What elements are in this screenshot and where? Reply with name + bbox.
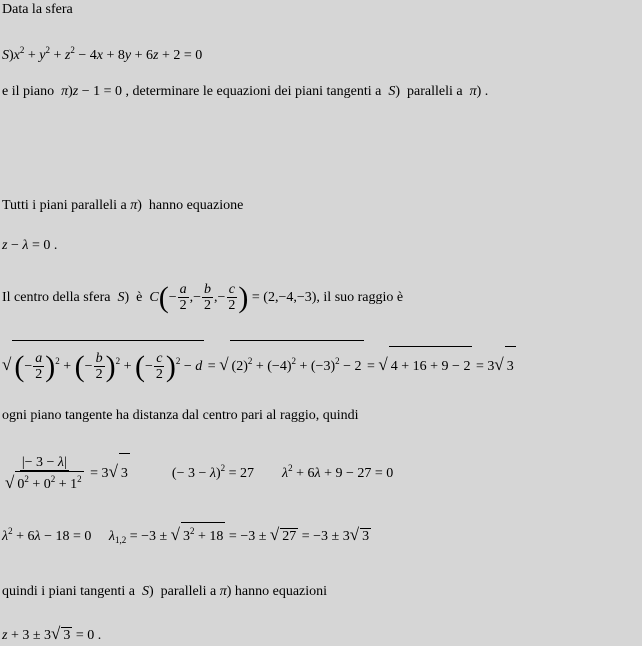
center-line: Il centro della sfera S) è C(− $\frac{a}{2}$ ,− $\frac{b}{2}$ ,− $\frac{c}{2}$ ) = (2,−4,−3), il suo raggio è xyxy=(2,280,404,314)
intro-text: Data la sfera xyxy=(2,2,73,17)
distance-equations: $\frac{|- 3 - \lambda|}{√ 0^2 + 0^2 + 1^2}$ = 3√ 3 (− 3 − λ)$^2$ = 27 $\lambda^2 + 6\lambda + 9 - 27 = 0$ xyxy=(2,448,393,494)
parallel-text: Tutti i piani paralleli a π) hanno equazione xyxy=(2,198,244,213)
roots-equations: $\lambda^2 + 6\lambda - 18 = 0$ $\lambda_{1,2} = -3$ ± √ $3^2 + 18 = -3$ ± √ 27 = −3 ± 3√ 3 xyxy=(2,522,371,548)
tangent-text: ogni piano tangente ha distanza dal centro pari al raggio, quindi xyxy=(2,408,359,423)
final-equation: z + 3 ± 3√ 3 = 0 . xyxy=(2,624,102,643)
parallel-equation: z − λ = 0 . xyxy=(2,238,58,253)
sphere-equation: $S)x^2 + y^2 + z^2 - 4x + 8y + 6z + 2 = 0$ xyxy=(2,45,203,63)
radius-line: √ (− $\frac{a}{2}$ )$^2$ + (− $\frac{b}{2}$ )$^2$ + (− $\frac{c}{2}$ )$^2$ − d = √ $(2)^2 + (-4)^2 + (-3)^2 - 2$ = √ 4 + 16 + 9 − 2 = 3√ 3 xyxy=(2,340,516,387)
task-text: e il piano π)z − 1 = 0 , determinare le equazioni dei piani tangenti a S) paralleli a π) . xyxy=(2,84,489,99)
final-text: quindi i piani tangenti a S) paralleli a π) hanno equazioni xyxy=(2,584,328,599)
